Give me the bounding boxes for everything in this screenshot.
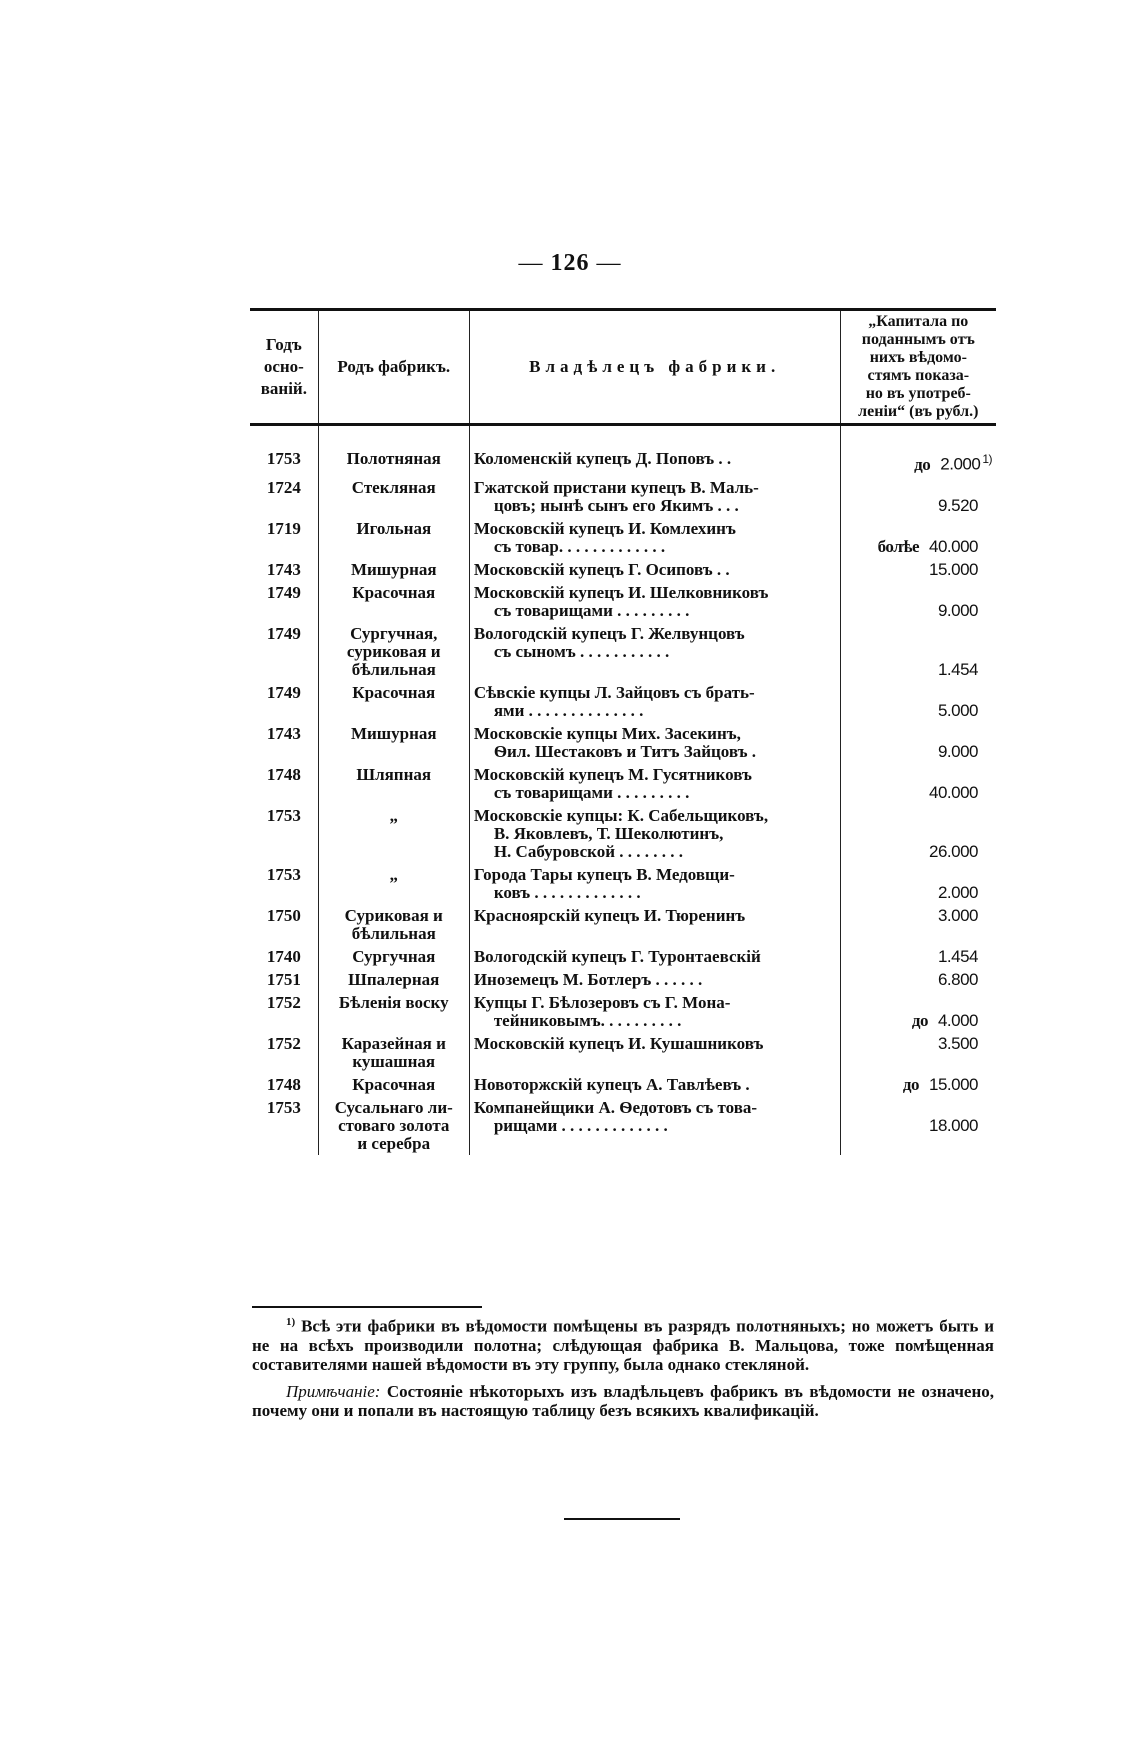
- owner-line: ковъ . . . . . . . . . . . . .: [493, 882, 641, 902]
- owner-line: Компанейщики А. Ѳедотовъ съ това-: [473, 1097, 758, 1117]
- kind-line: Каразейная и: [341, 1033, 446, 1053]
- cell-kind: [318, 904, 469, 945]
- cell-capital: [840, 863, 996, 904]
- owner-line: Московскіе купцы Мих. Засекинъ,: [473, 723, 741, 743]
- kind-line: Стекляная: [351, 477, 436, 497]
- cell-kind: [318, 1073, 469, 1096]
- capital-value: 40.000: [929, 536, 978, 556]
- kind-line: Сургучная: [352, 946, 436, 966]
- header-owner: Владѣлецъ фабрики.: [469, 310, 840, 425]
- header-year-line: осно-: [263, 357, 304, 376]
- cell-capital: [840, 681, 996, 722]
- owner-line: ями . . . . . . . . . . . . . .: [493, 700, 644, 720]
- cell-kind: [318, 722, 469, 763]
- cell-owner: [469, 1032, 840, 1073]
- table-row: [250, 558, 996, 581]
- kind-line: „: [389, 864, 398, 884]
- cell-owner: [469, 968, 840, 991]
- capital-value: 5.000: [937, 700, 978, 720]
- cell-year: 1748: [266, 764, 301, 784]
- owner-line: Гжатской пристани купецъ В. Маль-: [473, 477, 759, 497]
- table-row: [250, 517, 996, 558]
- capital-prefix: до: [902, 1074, 919, 1094]
- owner-line: съ товарищами . . . . . . . . .: [493, 600, 690, 620]
- cell-kind: [318, 681, 469, 722]
- table-row: [250, 622, 996, 681]
- header-capital-line: „Капитала по: [868, 313, 969, 330]
- table-row: [250, 681, 996, 722]
- cell-kind: [318, 558, 469, 581]
- capital-value: 2.000: [940, 454, 981, 474]
- kind-line: Красочная: [352, 582, 436, 602]
- cell-capital: [840, 804, 996, 863]
- capital-value: 3.000: [937, 905, 978, 925]
- header-capital-line: леніи“ (въ рубл.): [858, 403, 979, 420]
- kind-line: Мишурная: [350, 559, 437, 579]
- header-kind: Родъ фабрикъ.: [318, 310, 469, 425]
- capital-prefix: до: [911, 1010, 928, 1030]
- table-body: [250, 425, 996, 1155]
- cell-year: 1752: [266, 992, 301, 1012]
- cell-year: 1724: [266, 477, 301, 497]
- kind-line: бѣлильная: [351, 659, 436, 679]
- cell-owner: [469, 558, 840, 581]
- footnote-reference[interactable]: 1): [982, 452, 992, 466]
- cell-owner: [469, 681, 840, 722]
- capital-value: 9.000: [937, 600, 978, 620]
- table-row: [250, 945, 996, 968]
- capital-value: 18.000: [929, 1115, 978, 1135]
- cell-year: 1743: [266, 723, 301, 743]
- owner-line: Московскій купецъ И. Кушашниковъ: [473, 1033, 764, 1053]
- cell-kind: [318, 517, 469, 558]
- owner-line: рищами . . . . . . . . . . . . .: [493, 1115, 668, 1135]
- capital-value: 9.000: [937, 741, 978, 761]
- header-row: [250, 310, 996, 425]
- cell-kind: [318, 945, 469, 968]
- capital-prefix: болѣе: [877, 536, 919, 556]
- cell-owner: [469, 904, 840, 945]
- cell-owner: [469, 804, 840, 863]
- cell-capital: [840, 763, 996, 804]
- cell-kind: [318, 476, 469, 517]
- header-capital-line: но въ употреб-: [865, 385, 971, 402]
- table-row: [250, 476, 996, 517]
- capital-value: 4.000: [937, 1010, 978, 1030]
- cell-capital: [840, 904, 996, 945]
- cell-year: 1748: [266, 1074, 301, 1094]
- cell-kind: [318, 763, 469, 804]
- capital-value: 15.000: [929, 1074, 978, 1094]
- owner-line: Красноярскій купецъ И. Тюренинъ: [473, 905, 746, 925]
- cell-capital: [840, 476, 996, 517]
- owner-line: Н. Сабуровской . . . . . . . .: [493, 841, 683, 861]
- owner-line: Новоторжскій купецъ А. Тавлѣевъ .: [473, 1074, 750, 1094]
- kind-line: Суриковая и: [344, 905, 443, 925]
- owner-line: Иноземецъ М. Ботлеръ . . . . . .: [473, 969, 703, 989]
- owner-line: съ сыномъ . . . . . . . . . . .: [493, 641, 670, 661]
- cell-owner: [469, 1096, 840, 1155]
- kind-line: бѣлильная: [351, 923, 436, 943]
- header-year: [250, 310, 318, 425]
- header-capital-line: нихъ вѣдомо-: [869, 349, 967, 366]
- table-row: [250, 1096, 996, 1155]
- capital-value: 3.500: [937, 1033, 978, 1053]
- cell-year: 1749: [266, 582, 301, 602]
- cell-kind: [318, 581, 469, 622]
- dash-left: —: [518, 250, 551, 276]
- remark-label: Примѣчаніе:: [286, 1381, 381, 1401]
- cell-owner: [469, 763, 840, 804]
- cell-capital: [840, 517, 996, 558]
- kind-line: Шпалерная: [348, 969, 440, 989]
- cell-year: 1719: [266, 518, 301, 538]
- kind-line: Красочная: [352, 1074, 436, 1094]
- footnote-1-text: Всѣ эти фабрики въ вѣдомости помѣщены въ разрядъ полотняныхъ; но можетъ быть и не на всѣхъ производили полотна; слѣдующая фабрика В. Мальцова, тоже помѣщенная составителями нашей вѣдомости въ эту группу, была однако стекляной.: [252, 1316, 994, 1374]
- table-row: [250, 1073, 996, 1096]
- cell-capital: [840, 558, 996, 581]
- cell-capital: [840, 945, 996, 968]
- remark: [252, 1382, 994, 1420]
- cell-kind: [318, 622, 469, 681]
- capital-value: 1.454: [937, 659, 978, 679]
- cell-owner: [469, 863, 840, 904]
- kind-line: Шляпная: [356, 764, 432, 784]
- page-number: [0, 250, 1140, 277]
- remark-text: Состояніе нѣкоторыхъ изъ владѣльцевъ фабрикъ въ вѣдомости не означено, почему они и попали въ настоящую таблицу безъ всякихъ квалификацій.: [252, 1381, 994, 1420]
- capital-prefix: до: [914, 454, 931, 474]
- table-header: [250, 310, 996, 425]
- cell-owner: [469, 517, 840, 558]
- owner-line: съ товар. . . . . . . . . . . . .: [493, 536, 666, 556]
- cell-kind: [318, 1032, 469, 1073]
- cell-year: 1751: [266, 969, 301, 989]
- owner-line: Сѣвскіе купцы Л. Зайцовъ съ брать-: [473, 682, 755, 702]
- table-row: [250, 863, 996, 904]
- header-capital: [840, 310, 996, 425]
- cell-capital: [840, 722, 996, 763]
- owner-line: Города Тары купецъ В. Медовщи-: [473, 864, 735, 884]
- owner-line: Московскій купецъ И. Комлехинъ: [473, 518, 736, 538]
- capital-value: 6.800: [937, 969, 978, 989]
- cell-year: 1743: [266, 559, 301, 579]
- footnote-marker: 1): [286, 1316, 296, 1328]
- table-row: [250, 991, 996, 1032]
- cell-kind: [318, 968, 469, 991]
- cell-year: 1753: [266, 805, 301, 825]
- header-capital-line: поданнымъ отъ: [861, 331, 975, 348]
- footnote-1: [252, 1313, 994, 1374]
- cell-kind: [318, 1096, 469, 1155]
- owner-line: Коломенскій купецъ Д. Поповъ . .: [473, 449, 732, 468]
- cell-owner: [469, 991, 840, 1032]
- owner-line: Московскій купецъ М. Гусятниковъ: [473, 764, 752, 784]
- cell-year: 1753: [266, 864, 301, 884]
- cell-capital: [840, 622, 996, 681]
- cell-owner: [469, 476, 840, 517]
- capital-value: 9.520: [937, 495, 978, 515]
- cell-capital: [840, 1096, 996, 1155]
- owner-line: цовъ; нынѣ сынъ его Якимъ . . .: [493, 495, 739, 515]
- factories-table: [250, 308, 996, 1155]
- cell-kind: [318, 991, 469, 1032]
- owner-line: Вологодскій купецъ Г. Желвунцовъ: [473, 623, 745, 643]
- cell-owner: [469, 1073, 840, 1096]
- cell-capital: [840, 581, 996, 622]
- footnotes: [252, 1313, 994, 1428]
- kind-line: кушашная: [352, 1051, 436, 1071]
- cell-capital: [840, 1032, 996, 1073]
- kind-line: стоваго золота: [338, 1115, 450, 1135]
- cell-year: 1750: [266, 905, 301, 925]
- capital-value: 2.000: [937, 882, 978, 902]
- kind-line: Бѣленія воску: [338, 992, 449, 1012]
- capital-value: 15.000: [929, 559, 978, 579]
- cell-owner: [469, 722, 840, 763]
- cell-capital: [840, 425, 996, 476]
- cell-year: 1752: [266, 1033, 301, 1053]
- owner-line: Вологодскій купецъ Г. Туронтаевскій: [473, 946, 761, 966]
- owner-line: Купцы Г. Бѣлозеровъ съ Г. Мона-: [473, 992, 731, 1012]
- owner-line: Ѳил. Шестаковъ и Титъ Зайцовъ .: [493, 741, 757, 761]
- table-row: [250, 763, 996, 804]
- owner-line: Московскій купецъ И. Шелковниковъ: [473, 582, 769, 602]
- owner-line: В. Яковлевъ, Т. Шеколютинъ,: [493, 823, 724, 843]
- kind-line: суриковая и: [346, 641, 441, 661]
- end-divider: [564, 1518, 680, 1520]
- kind-line: Игольная: [356, 518, 432, 538]
- header-capital-line: стямъ показа-: [867, 367, 970, 384]
- cell-owner: [469, 425, 840, 476]
- cell-owner: [469, 945, 840, 968]
- table-row: [250, 804, 996, 863]
- kind-line: „: [389, 805, 398, 825]
- table-row: [250, 722, 996, 763]
- owner-line: Московскій купецъ Г. Осиповъ . .: [473, 559, 730, 579]
- cell-kind: [318, 804, 469, 863]
- cell-year: 1753: [266, 1097, 301, 1117]
- owner-line: Московскіе купцы: К. Сабельщиковъ,: [473, 805, 769, 825]
- cell-capital: [840, 968, 996, 991]
- capital-value: 26.000: [929, 841, 978, 861]
- cell-capital: [840, 991, 996, 1032]
- table-row: [250, 904, 996, 945]
- cell-owner: [469, 581, 840, 622]
- capital-value: 40.000: [929, 782, 978, 802]
- header-year-line: Годъ: [265, 335, 302, 354]
- cell-year: 1749: [266, 682, 301, 702]
- dash-right: —: [589, 250, 622, 276]
- cell-kind: [318, 863, 469, 904]
- cell-owner: [469, 622, 840, 681]
- table-row: [250, 1032, 996, 1073]
- cell-year: 1740: [266, 946, 301, 966]
- kind-line: и серебра: [357, 1133, 431, 1153]
- kind-line: Полотняная: [346, 449, 441, 468]
- capital-value: 1.454: [937, 946, 978, 966]
- table-row: [250, 581, 996, 622]
- kind-line: Сургучная,: [350, 623, 438, 643]
- cell-year: 1753: [266, 449, 301, 468]
- footnote-divider: [252, 1306, 482, 1308]
- header-year-line: ваній.: [260, 379, 307, 398]
- cell-capital: [840, 1073, 996, 1096]
- kind-line: Сусальнаго ли-: [334, 1097, 453, 1117]
- page-number-value: 126: [550, 250, 590, 276]
- kind-line: Мишурная: [350, 723, 437, 743]
- owner-line: съ товарищами . . . . . . . . .: [493, 782, 690, 802]
- cell-year: 1749: [266, 623, 301, 643]
- table-row: [250, 425, 996, 476]
- kind-line: Красочная: [352, 682, 436, 702]
- cell-kind: [318, 425, 469, 476]
- table-row: [250, 968, 996, 991]
- owner-line: тейниковымъ. . . . . . . . . .: [493, 1010, 682, 1030]
